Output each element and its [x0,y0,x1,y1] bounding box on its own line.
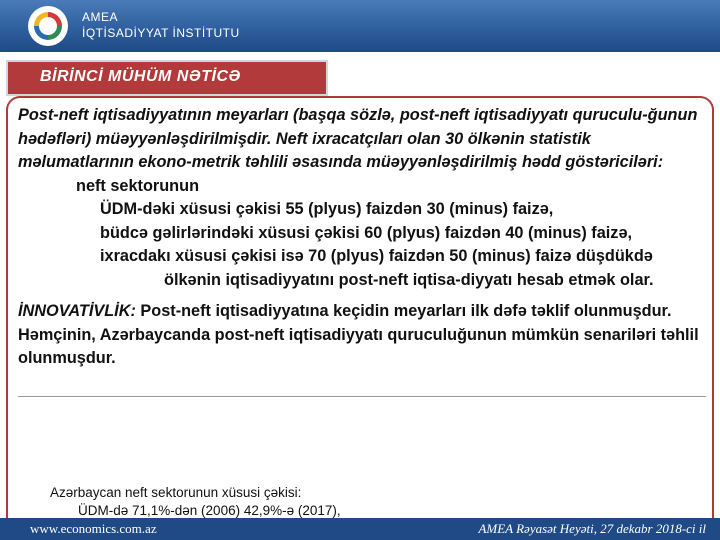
institute-logo-icon [28,6,68,46]
org-name-line2: İQTİSADİYYAT İNSTİTUTU [82,26,240,40]
innovation-label: İNNOVATİVLİK: [18,302,136,320]
note-line2: ÜDM-də 71,1%-dən (2006) 42,9%-ə (2017), [78,503,341,518]
conclusion-value: ölkənin iqtisadiyyatını post-neft iqtisa-diyyatı hesab etmək olar. [164,270,654,289]
section-title: BİRİNCİ MÜHÜM NƏTİCƏ [40,68,242,85]
note-line1: Azərbaycan neft sektorunun xüsusi çəkisi: [50,485,302,500]
criterion-export: ixracdakı xüsusi çəkisi isə 70 (plyus) faizdən 50 (minus) faizə düşdükdə [100,247,653,265]
logo-center [39,17,57,35]
innovation-text: Post-neft iqtisadiyyatına keçidin meyarları ilk dəfə təklif olunmuşdur. Həmçinin, Azərbaycanda post-neft iqtisadiyyatı quruculuğunun mümkün senariləri təhlil olunmuşdur. [18,302,699,367]
event-caption: AMEA Rəyasət Heyəti, 27 dekabr 2018-ci il [478,521,706,536]
conclusion-text [100,269,708,293]
slide-body [18,104,708,371]
org-name-line1: AMEA [82,10,119,24]
criteria-paragraph: Post-neft iqtisadiyyatının meyarları (başqa sözlə, post-neft iqtisadiyyatı quruculu-ğunun hədəfləri) müəyyənləşdirilmişdir. Neft ixracatçıları olan 30 ölkənin statistik məlumatlarının ekono-metrik təhlili əsasında müəyyənləşdirilmiş hədd göstəriciləri: [18,106,698,171]
divider [18,396,706,397]
section-banner [8,62,326,94]
criterion-budget: büdcə gəlirlərindəki xüsusi çəkisi 60 (plyus) faizdən 40 (minus) faizə, [100,223,633,242]
criterion-gdp: ÜDM-dəki xüsusi çəkisi 55 (plyus) faizdən 30 (minus) faizə, [100,200,554,218]
innovation-paragraph [18,300,708,371]
sector-label: neft sektorunun [76,176,200,195]
website-link[interactable]: www.economics.com.az [30,521,157,536]
